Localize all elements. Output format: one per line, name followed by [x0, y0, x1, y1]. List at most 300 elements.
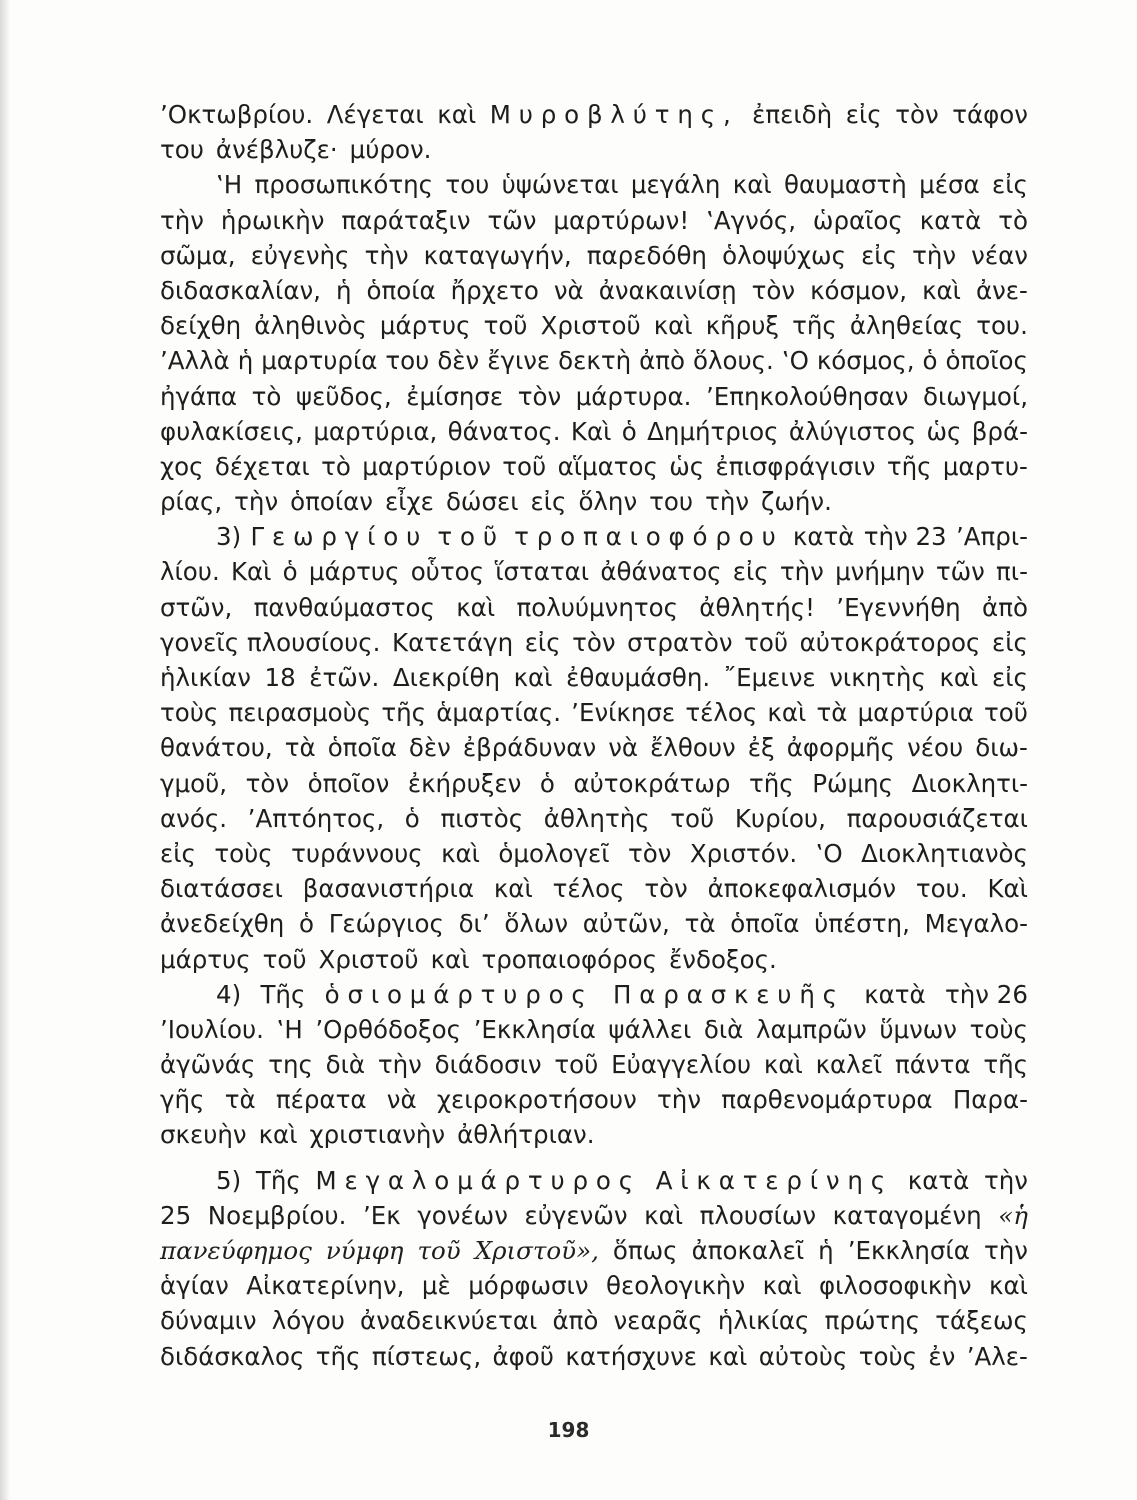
- word: νικητὴς: [829, 663, 926, 692]
- word: εἰς: [524, 627, 561, 657]
- word: ὅπως: [612, 1236, 678, 1265]
- word: Εὐαγγελίου: [611, 1050, 752, 1080]
- word: τὰ: [224, 1085, 256, 1115]
- word: καὶ: [513, 663, 553, 692]
- word: εἰς: [861, 240, 897, 270]
- word: πολυύμνητος: [516, 592, 678, 622]
- word: καὶ: [762, 1271, 802, 1301]
- word: τοῦ: [744, 627, 789, 657]
- word: αὐτῶν,: [582, 909, 670, 939]
- word: Μεγαλομάρτυρος: [315, 1165, 641, 1195]
- word: λόγου: [271, 1306, 345, 1336]
- word: καταγομένη: [832, 1200, 982, 1230]
- word: ἀνέβλυζε·: [215, 135, 338, 165]
- word: τὰ: [684, 909, 716, 939]
- word: κόσμος,: [816, 346, 915, 376]
- word: Διοκλητι-: [911, 768, 1028, 798]
- word: τοὺς: [160, 698, 219, 728]
- word: τάξεως: [935, 1306, 1028, 1336]
- word: του.: [915, 874, 968, 904]
- word: ἀθάνατος: [600, 557, 722, 587]
- word: Καὶ: [230, 557, 272, 587]
- word: Αἰκατερίνην,: [246, 1271, 405, 1301]
- word: Παρα-: [952, 1085, 1028, 1115]
- text-line: [160, 379, 1028, 414]
- word: ἐξ: [747, 733, 775, 763]
- word: βασανιστήρια: [302, 874, 475, 904]
- text-line: [160, 906, 1028, 941]
- text-line: [160, 1233, 1028, 1268]
- word: ἔγινε: [487, 346, 551, 376]
- word: ἐπισφράγισιν: [715, 451, 876, 481]
- word: ’Επηκολούθησαν: [705, 381, 909, 411]
- word: ἐβράδυναν: [462, 733, 597, 763]
- word: χριστιανὴν: [309, 1120, 446, 1150]
- text-line: [160, 1339, 1028, 1374]
- word: πι-: [996, 557, 1028, 587]
- word: Διοκλητιανὸς: [861, 838, 1028, 868]
- word: πέρατα: [275, 1085, 367, 1115]
- word: στρατὸν: [627, 627, 733, 657]
- word: ἡλικίας: [717, 1306, 810, 1336]
- word: δείχθη: [160, 311, 242, 341]
- word: τὴν: [984, 1165, 1028, 1195]
- word: ἐτῶν.: [309, 663, 380, 692]
- word: οὗτος: [410, 557, 484, 587]
- word: ἀποκαλεῖ: [691, 1236, 805, 1265]
- text-line: [160, 766, 1028, 801]
- word: ἐν: [928, 1341, 956, 1371]
- word: Λέγεται: [326, 100, 424, 129]
- word: 25: [160, 1200, 192, 1230]
- word: τὰ: [284, 733, 316, 763]
- word: κατὰ: [864, 979, 926, 1009]
- word: τοῦ: [670, 803, 715, 833]
- word: μαρτυ-: [942, 451, 1028, 481]
- word: μάρτυς: [379, 311, 471, 341]
- text-line: [160, 484, 1028, 519]
- word: τέλος: [552, 874, 625, 904]
- word: καὶ: [493, 874, 533, 904]
- word: Καὶ: [570, 416, 612, 446]
- word: παράταξιν: [341, 205, 471, 235]
- word: φιλοσοφικὴν: [818, 1271, 972, 1301]
- word: ὁμολογεῖ: [498, 838, 610, 868]
- word: ἀποκεφαλισμόν: [707, 874, 897, 904]
- word: μὲ: [421, 1271, 451, 1301]
- word: Κυρίου,: [734, 803, 826, 833]
- word: Τῆς: [260, 979, 306, 1009]
- word: ’Απρι-: [955, 522, 1028, 552]
- word: ἠγάπα: [160, 381, 238, 411]
- word: καὶ: [708, 1341, 748, 1371]
- word: πειρασμοὺς: [228, 698, 372, 728]
- word: κατὰ: [919, 205, 982, 235]
- word: παρουσιάζεται: [846, 803, 1028, 833]
- word: ’Ενίκησε: [571, 698, 676, 728]
- word: ἀνεδείχθη: [160, 909, 285, 939]
- word: τὴν: [160, 205, 204, 235]
- word: ἁμαρτίας.: [436, 698, 561, 728]
- word: θαυμαστὴ: [783, 170, 907, 200]
- word: εὐγενὴς: [250, 240, 350, 270]
- word: καὶ: [441, 838, 480, 868]
- word: ἀφοῦ: [492, 1341, 554, 1371]
- text-line: [160, 977, 1028, 1012]
- text-line: [160, 308, 1028, 343]
- word: μάρτυς: [160, 944, 251, 974]
- word: Χριστοῦ: [540, 311, 641, 341]
- word: κῆρυξ: [705, 311, 780, 341]
- word: στῶν,: [160, 592, 233, 622]
- word: ανός.: [160, 803, 227, 833]
- word: νὰ: [386, 1085, 417, 1115]
- word: ἡλικίαν: [160, 663, 251, 692]
- word: ἀφορμῆς: [786, 733, 896, 763]
- word: αὐτοκράτωρ: [573, 768, 731, 798]
- word: νὰ: [553, 275, 584, 305]
- text-line: [160, 132, 1028, 167]
- word: τὸ: [321, 451, 351, 481]
- word: γονέων: [417, 1200, 508, 1230]
- word: τὴν: [912, 240, 957, 270]
- word: τὴν: [983, 1236, 1028, 1265]
- word: ὡς: [669, 451, 705, 481]
- word: ἀπὸ: [639, 346, 685, 376]
- word: τὸν: [895, 100, 939, 129]
- word: βρά-: [971, 416, 1028, 446]
- word: μαρτύρια,: [313, 416, 438, 446]
- word: τὴν: [234, 487, 279, 517]
- word: τὴν 26: [945, 979, 1028, 1009]
- word: τὸ: [998, 205, 1028, 235]
- word: ἡ: [237, 346, 254, 376]
- word: «ἡ: [998, 1200, 1028, 1230]
- word: νέου: [907, 733, 964, 763]
- word: τοῦ: [983, 698, 1028, 728]
- text-line: [160, 625, 1028, 660]
- word: καλεῖ: [815, 1050, 883, 1080]
- word: ὁ: [621, 416, 637, 446]
- word: εἰς: [530, 487, 567, 517]
- word: τῆς: [886, 451, 932, 481]
- word: ἀληθείας: [849, 311, 964, 341]
- word: Αἰκατερίνης: [655, 1165, 894, 1195]
- word: μαρτύρων!: [553, 205, 690, 235]
- word: τὴν: [779, 557, 824, 587]
- word: εἰς: [991, 627, 1028, 657]
- word: τοὺς: [214, 838, 273, 868]
- word: Δημήτριος: [647, 416, 779, 446]
- word: Χριστοῦ: [318, 944, 419, 974]
- word: τοῦ: [262, 944, 307, 974]
- word: μαρτύριον: [362, 451, 491, 481]
- word: ἀνακαινίσῃ: [598, 275, 737, 305]
- word: ζωήν.: [761, 487, 832, 517]
- word: ὁλοψύχως: [722, 240, 846, 270]
- word: ὁποῖα: [730, 909, 800, 939]
- word: καὶ: [939, 663, 979, 692]
- word: διωγμοί,: [923, 381, 1028, 411]
- word: ἀθλήτριαν.: [457, 1120, 595, 1150]
- text-line: [160, 167, 1028, 202]
- word: ἡ: [818, 1236, 834, 1265]
- text-line: [160, 97, 1028, 132]
- text-line: [160, 695, 1028, 730]
- word: ὑψώνεται: [501, 170, 619, 200]
- word: ψάλλει: [608, 1014, 692, 1044]
- text-line: [160, 871, 1028, 906]
- word: δύναμιν: [160, 1306, 257, 1336]
- word: Γεώργιος: [328, 909, 444, 939]
- text-line: [160, 590, 1028, 625]
- word: καὶ: [732, 170, 772, 200]
- word: ἐπειδὴ: [752, 100, 833, 129]
- word: τοῦ: [502, 451, 547, 481]
- word: ἔλθουν: [650, 733, 736, 763]
- word: ἁγίαν: [160, 1271, 229, 1301]
- word: του: [649, 487, 694, 517]
- text-line: [160, 1198, 1028, 1233]
- word: ὁποῖον: [307, 768, 390, 798]
- word: μάρτυρα.: [575, 381, 692, 411]
- word: ὁποίαν: [290, 487, 373, 517]
- word: ὁ: [404, 803, 420, 833]
- text-line: [160, 238, 1028, 273]
- word: Χριστόν.: [689, 838, 798, 868]
- word: ἀπὸ: [552, 1306, 599, 1336]
- word: τῆς: [381, 698, 426, 728]
- word: προσωπικότης: [254, 170, 434, 200]
- word: παρθενομάρτυρα: [721, 1085, 933, 1115]
- word: πανεύφημος: [160, 1236, 312, 1265]
- word: μαρτυρία: [261, 346, 378, 376]
- word: ὁ: [922, 346, 938, 376]
- word: ὁ: [539, 768, 555, 798]
- word: χειροκροτήσουν: [436, 1085, 637, 1115]
- word: διὰ: [325, 1050, 366, 1080]
- word: ὡς: [926, 416, 962, 446]
- word: καὶ: [456, 592, 496, 622]
- word: μύρον.: [349, 135, 432, 165]
- word: τροπαιοφόρος: [481, 944, 658, 974]
- word: ’Αλλὰ: [160, 346, 230, 376]
- word: Ρώμης: [812, 768, 894, 798]
- word: εἰς: [160, 838, 196, 868]
- word: θανάτου,: [160, 733, 273, 763]
- word: ὁ: [282, 557, 298, 587]
- word: τὸν: [245, 768, 290, 798]
- word: τυράννους: [291, 838, 423, 868]
- word: γμοῦ,: [160, 768, 228, 798]
- text-line: [160, 942, 1028, 977]
- word: τροπαιοφόρου: [514, 522, 784, 552]
- word: κατὰ: [792, 522, 855, 552]
- word: ἀλύγιστος: [788, 416, 917, 446]
- word: κατὰ: [907, 1165, 970, 1195]
- word: ’Ιουλίου.: [160, 1014, 264, 1044]
- text-line: [160, 660, 1028, 695]
- word: ἀνε-: [975, 275, 1028, 305]
- word: Μεγαλο-: [924, 909, 1028, 939]
- word: διάδοσιν: [434, 1050, 542, 1080]
- word: ὅλων: [504, 909, 569, 939]
- word: ὑπέστη,: [814, 909, 910, 939]
- word: τῶν: [487, 205, 537, 235]
- word: ὁποῖα: [327, 733, 397, 763]
- word: ἔνδοξος.: [669, 944, 777, 974]
- word: καὶ: [437, 100, 477, 129]
- word: ’Εκκλησία: [473, 1014, 596, 1044]
- word: καὶ: [767, 698, 807, 728]
- word: του: [385, 346, 430, 376]
- word: ’Οκτωβρίου.: [160, 100, 314, 129]
- word: ἐκήρυξεν: [407, 768, 522, 798]
- word: τὴν: [364, 240, 409, 270]
- word: ‛Αγνός,: [706, 205, 796, 235]
- word: ψεῦδος,: [295, 381, 392, 411]
- word: τὴν 23: [863, 522, 947, 552]
- word: Μυροβλύτης,: [489, 100, 739, 129]
- word: δώσει: [445, 487, 519, 517]
- word: καὶ: [922, 275, 961, 305]
- word: του.: [976, 311, 1028, 341]
- word: του: [445, 170, 490, 200]
- word: φυλακίσεις,: [160, 416, 303, 446]
- word: νύμφη: [325, 1236, 404, 1265]
- word: τὴν: [377, 1050, 422, 1080]
- text-line: [160, 1117, 1028, 1152]
- word: καταγωγήν,: [423, 240, 572, 270]
- word: τοῦ: [483, 311, 528, 341]
- word: ἐμίσησε: [406, 381, 504, 411]
- word: πρώτης: [824, 1306, 921, 1336]
- word: ἀληθινὸς: [254, 311, 367, 341]
- page-number: 198: [547, 1418, 590, 1442]
- word: παρεδόθη: [586, 240, 707, 270]
- word: αὐτοὺς: [758, 1341, 848, 1371]
- word: τάφον: [952, 100, 1028, 129]
- word: ‛Η: [276, 1014, 303, 1044]
- word: πάντα: [895, 1050, 971, 1080]
- word: λαμπρῶν: [755, 1014, 867, 1044]
- word: καὶ: [989, 1271, 1028, 1301]
- word: σκευὴν: [160, 1120, 247, 1150]
- word: διδασκαλίαν,: [160, 275, 321, 305]
- word: σῶμα,: [160, 240, 236, 270]
- text-line: [160, 801, 1028, 836]
- word: ὁποῖος: [945, 346, 1028, 376]
- word: τῆς: [792, 311, 837, 341]
- word: ’Ορθόδοξος: [315, 1014, 462, 1044]
- word: 4): [216, 979, 242, 1009]
- word: γονεῖς πλουσίους.: [160, 627, 381, 657]
- word: νεαρᾶς: [613, 1306, 703, 1336]
- word: νέαν: [971, 240, 1028, 270]
- text-line: [160, 836, 1028, 871]
- word: ὁσιομάρτυρος: [324, 979, 594, 1009]
- text-line: [160, 203, 1028, 238]
- word: μνήμην: [835, 557, 925, 587]
- body-text: [160, 97, 1028, 1374]
- word: Παρασκευῆς: [612, 979, 845, 1009]
- word: πανθαύμαστος: [253, 592, 435, 622]
- text-line: [160, 273, 1028, 308]
- word: τὸν: [627, 838, 672, 868]
- word: τῆς: [749, 768, 794, 798]
- word: μόρφωσιν: [468, 1271, 589, 1301]
- word: ὕμνων: [879, 1014, 957, 1044]
- word: ἡ: [335, 275, 352, 305]
- word: τὴν: [657, 1085, 702, 1115]
- word: ’Εκ: [362, 1200, 401, 1230]
- word: ’Αλε-: [966, 1341, 1028, 1371]
- word: μάρτυς: [308, 557, 400, 587]
- word: τοὺς: [969, 1014, 1028, 1044]
- word: Καὶ: [987, 874, 1028, 904]
- word: τέλος: [685, 698, 758, 728]
- word: Νοεμβρίου.: [207, 1200, 347, 1230]
- word: εἰς: [991, 663, 1028, 692]
- text-line: [160, 519, 1028, 554]
- word: ῎Εμεινε: [723, 663, 816, 692]
- text-line: [160, 1047, 1028, 1082]
- word: καὶ: [644, 1200, 684, 1230]
- word: ἤρχετο: [450, 275, 539, 305]
- word: καὶ: [258, 1120, 298, 1150]
- word: δὲν: [437, 346, 480, 376]
- word: ἀγῶνάς: [160, 1050, 256, 1080]
- word: ’Εγεννήθη: [836, 592, 961, 622]
- word: ρίας,: [160, 487, 223, 517]
- word: Τῆς: [255, 1165, 301, 1195]
- word: ἐθαυμάσθη.: [566, 663, 711, 692]
- word: αἵματος: [557, 451, 658, 481]
- word: Κατετάγη: [392, 627, 514, 657]
- word: αὐτοκράτορος: [799, 627, 981, 657]
- word: κόσμον,: [810, 275, 908, 305]
- word: καὶ: [653, 311, 693, 341]
- word: 5): [216, 1165, 242, 1195]
- word: ‛Ο: [781, 346, 809, 376]
- word: τὸν: [751, 275, 796, 305]
- word: τὸν: [644, 874, 688, 904]
- word: 3): [216, 522, 242, 552]
- word: της: [268, 1050, 313, 1080]
- page-edge-shadow: [0, 0, 10, 1500]
- word: ’Εκκλησία: [847, 1236, 970, 1265]
- word: μέσα: [919, 170, 980, 200]
- word: ἀθλητὴς: [543, 803, 650, 833]
- word: τοῦ: [437, 522, 505, 552]
- word: εἶχε: [385, 487, 434, 517]
- word: ὅλην: [578, 487, 638, 517]
- word: διὰ: [703, 1014, 744, 1044]
- text-line: [160, 1268, 1028, 1303]
- word: μαρτύρια: [857, 698, 974, 728]
- word: θάνατος.: [447, 416, 561, 446]
- text-line: [160, 1012, 1028, 1047]
- word: εἰς: [992, 170, 1028, 200]
- text-line: [160, 343, 1028, 378]
- word: ἀναδεικνύεται: [360, 1306, 538, 1336]
- word: διω-: [975, 733, 1028, 763]
- word: τὸν: [517, 381, 562, 411]
- text-line: [160, 554, 1028, 589]
- word: δι’: [458, 909, 490, 939]
- text-line: [160, 730, 1028, 765]
- word: εὐγενῶν: [524, 1200, 628, 1230]
